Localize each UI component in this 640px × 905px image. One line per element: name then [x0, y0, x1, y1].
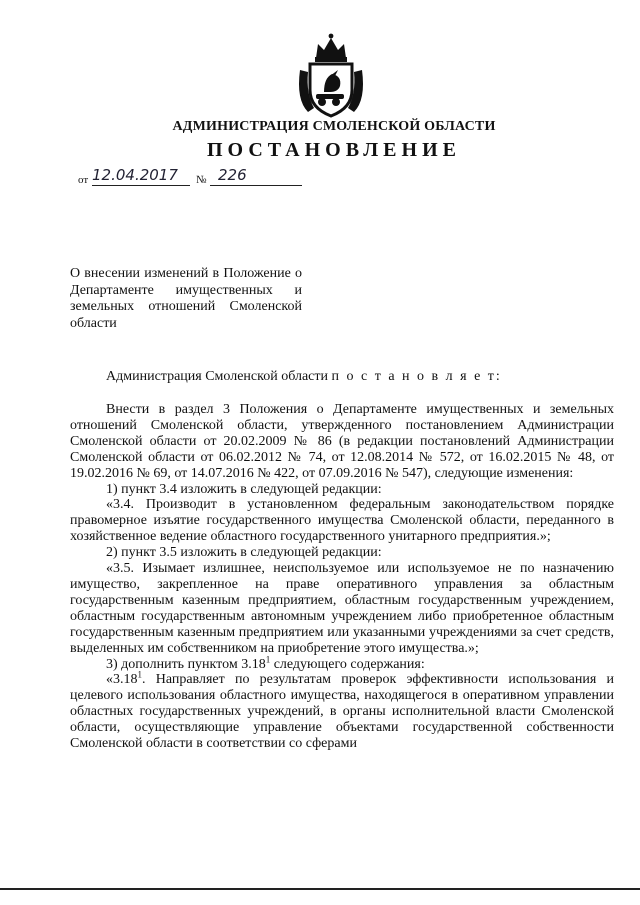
date-underline [92, 185, 190, 186]
decree-line [106, 369, 586, 385]
body-intro: Внести в раздел 3 Положения о Департаменте имущественных и земельных отношений Смоленской области, утвержденного постановлением Администрации Смоленской области от 20.02.2009 № 86 (в редакции постановлений Администрации Смоленской области от 06.02.2012 № 74, от 12.08.2014 № 572, от 16.02.2015 № 48, от 19.02.2016 № 69, от 14.07.2016 № 422, от 07.09.2016 № 547), следующие изменения: [70, 402, 614, 481]
date-handwritten: 12.04.2017 [92, 166, 178, 184]
document-body [70, 402, 614, 752]
item-3-text [70, 669, 614, 752]
page-bottom-rule [0, 888, 640, 890]
item-3-text-body: . Направляет по результатам проверок эффективности использования и целевого использования областного имущества, находящегося в оперативном управлении областных государственных учреждений, в органы исполнительной власти Смоленской области, осуществляющие управление объектами государственной собственности Смоленской области в соответствии со сферами [70, 672, 614, 752]
decree-verb: п о с т а н о в л я е т: [331, 369, 502, 384]
date-prefix: от [78, 174, 89, 186]
number-prefix: № [196, 174, 207, 186]
document-type-title: ПОСТАНОВЛЕНИЕ [207, 139, 461, 161]
item-3-heading-superscript: 1 [265, 653, 271, 664]
number-underline [210, 185, 302, 186]
document-subject: О внесении изменений в Положение о Департаменте имущественных и земельных отношений Смоленской области [70, 266, 302, 331]
item-1-heading: 1) пункт 3.4 изложить в следующей редакции: [106, 481, 382, 497]
decree-lead: Администрация Смоленской области [106, 369, 329, 384]
item-2-heading: 2) пункт 3.5 изложить в следующей редакции: [106, 545, 382, 561]
item-3-text-superscript: 1 [137, 669, 142, 680]
item-1-text: «3.4. Производит в установленном федеральным законодательством порядке правомерное изъятие государственного имущества Смоленской области, переданного в хозяйственное ведение областного государственного унитарного предприятия.»; [70, 497, 614, 545]
crown-icon [315, 34, 347, 62]
date-number-line [78, 168, 318, 186]
coat-of-arms-emblem [294, 30, 368, 120]
organization-title: АДМИНИСТРАЦИЯ СМОЛЕНСКОЙ ОБЛАСТИ [172, 119, 496, 134]
item-3-heading-tail: следующего содержания: [270, 656, 425, 672]
item-3-heading [70, 653, 614, 673]
number-handwritten: 226 [218, 166, 247, 184]
item-3-text-lead: «3.18 [106, 672, 138, 688]
item-2-text: «3.5. Изымает излишнее, неиспользуемое или используемое не по назначению имущество, закрепленное на праве оперативного управления за областным государственным казенным предприятием, областным государственным учреждением, областным государственным автономным учреждением либо приобретенное областным государственным казенным предприятием или указанными учреждениями за счет средств, выделенных им собственником на приобретение этого имущества.»; [70, 561, 614, 656]
item-3-heading-lead: 3) дополнить пунктом 3.18 [106, 656, 266, 672]
